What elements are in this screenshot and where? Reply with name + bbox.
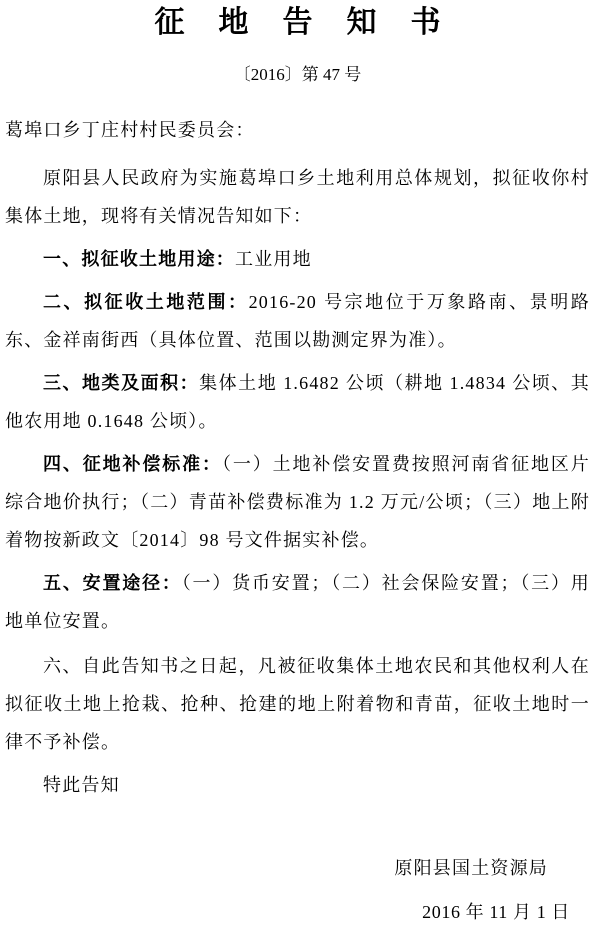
item-land-type-area bbox=[5, 364, 590, 440]
item-resettlement bbox=[5, 564, 590, 640]
item-label: 三、地类及面积： bbox=[43, 373, 200, 393]
item-land-usage bbox=[5, 240, 590, 278]
item-label: 四、征地补偿标准： bbox=[43, 454, 222, 474]
item-label: 二、拟征收土地范围： bbox=[43, 292, 249, 312]
item-compensation-standard bbox=[5, 445, 590, 559]
issuer-signature: 原阳县国土资源局 bbox=[394, 858, 548, 878]
item-land-scope bbox=[5, 283, 590, 359]
document-title: 征地告知书 bbox=[154, 6, 475, 39]
item-no-compensation-notice: 六、自此告知书之日起，凡被征收集体土地农民和其他权利人在拟征收土地上抢栽、抢种、抢建的地上附着物和青苗，征收土地时一律不予补偿。 bbox=[5, 656, 590, 752]
item-label: 五、安置途径： bbox=[43, 573, 182, 593]
item-text: （一）土地补偿安置费按照河南省征地区片综合地价执行；（二）青苗补偿费标准为 1.2 万元/公顷；（三）地上附着物按新政文〔2014〕98 号文件据实补偿。 bbox=[5, 454, 590, 550]
item-text: （一）货币安置；（二）社会保险安置；（三）用地单位安置。 bbox=[5, 573, 590, 631]
closing-phrase: 特此告知 bbox=[43, 775, 120, 795]
item-text: 工业用地 bbox=[235, 249, 312, 269]
addressee: 葛埠口乡丁庄村村民委员会： bbox=[5, 120, 255, 140]
item-text: 集体土地 1.6482 公顷（耕地 1.4834 公顷、其他农用地 0.1648 公顷）。 bbox=[5, 373, 590, 431]
intro-paragraph: 原阳县人民政府为实施葛埠口乡土地利用总体规划，拟征收你村集体土地，现将有关情况告知如下： bbox=[5, 168, 590, 226]
document-number: 〔2016〕第 47 号 bbox=[233, 65, 362, 84]
issue-date: 2016 年 11 月 1 日 bbox=[422, 902, 570, 922]
item-label: 一、拟征收土地用途： bbox=[43, 249, 235, 269]
notice-document bbox=[5, 0, 590, 804]
item-text: 2016-20 号宗地位于万象路南、景明路东、金祥南街西（具体位置、范围以勘测定界为准）。 bbox=[5, 292, 590, 350]
